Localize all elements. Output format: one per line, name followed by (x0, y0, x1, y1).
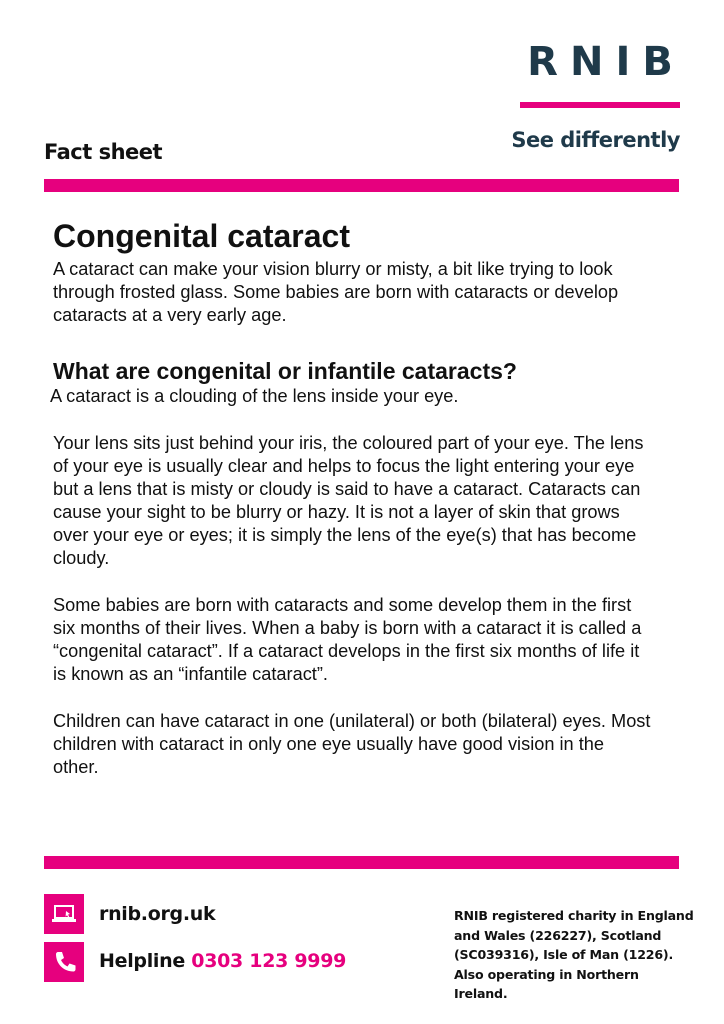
section-heading: What are congenital or infantile cataracts? (53, 358, 517, 384)
tagline: See differently (511, 128, 680, 152)
charity-line: (SC039316), Isle of Man (1226). (454, 947, 674, 962)
bottom-divider (44, 856, 679, 869)
helpline-label: Helpline (99, 950, 185, 972)
charity-info (454, 906, 694, 1004)
main-content (50, 218, 653, 779)
website-link[interactable]: rnib.org.uk (99, 903, 216, 925)
charity-line: RNIB registered charity in England (454, 908, 694, 923)
body-paragraph: Some babies are born with cataracts and some develop them in the first six months of their lives. When a baby is born with a cataract it is called a “congenital cataract”. If a cataract develops in the first six months of life it is known as an “infantile cataract”. (53, 595, 642, 684)
document-type-label: Fact sheet (44, 140, 163, 164)
rnib-logo (520, 39, 685, 108)
helpline (99, 950, 346, 972)
top-divider (44, 179, 679, 192)
body-paragraph: Your lens sits just behind your iris, the coloured part of your eye. The lens of your eye is usually clear and helps to focus the light entering your eye but a lens that is misty or cloudy is said to have a cataract. Cataracts can cause your sight to be blurry or hazy. It is not a layer of skin that grows over your eye or eyes; it is simply the lens of the eye(s) that has become cloudy. (53, 433, 644, 568)
page-title: Congenital cataract (53, 218, 350, 254)
logo-underline (520, 102, 680, 108)
body-paragraph: Children can have cataract in one (unilateral) or both (bilateral) eyes. Most children with cataract in only one eye usually have good vision in the other. (53, 711, 651, 777)
helpline-number[interactable]: 0303 123 9999 (191, 950, 347, 972)
phone-icon (44, 942, 84, 982)
laptop-icon (44, 894, 84, 934)
logo-text: RNIB (527, 39, 685, 85)
body-paragraph: A cataract is a clouding of the lens inside your eye. (50, 386, 459, 406)
intro-paragraph: A cataract can make your vision blurry or misty, a bit like trying to look through frosted glass. Some babies are born with cataracts or develop cataracts at a very early age. (53, 259, 619, 325)
charity-line: and Wales (226227), Scotland (454, 927, 662, 943)
charity-line: Also operating in Northern Ireland. (454, 966, 639, 1001)
